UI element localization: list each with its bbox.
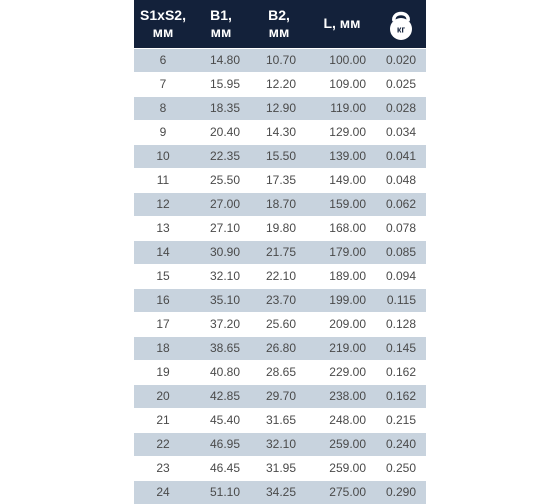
cell-length: 209.00 [308, 312, 376, 336]
cell-size: 16 [134, 288, 192, 312]
cell-size: 11 [134, 168, 192, 192]
cell-size: 19 [134, 360, 192, 384]
table-row [134, 48, 426, 72]
cell-b2: 17.35 [250, 168, 308, 192]
cell-b1: 22.35 [192, 144, 250, 168]
cell-size: 24 [134, 480, 192, 504]
cell-b1: 14.80 [192, 48, 250, 72]
cell-weight: 0.025 [376, 72, 426, 96]
cell-b2: 12.90 [250, 96, 308, 120]
cell-b1: 25.50 [192, 168, 250, 192]
table-row [134, 288, 426, 312]
cell-b1: 37.20 [192, 312, 250, 336]
cell-b1: 42.85 [192, 384, 250, 408]
cell-b2: 14.30 [250, 120, 308, 144]
header-row [134, 0, 426, 48]
table-header [134, 0, 426, 48]
cell-b2: 34.25 [250, 480, 308, 504]
table-row [134, 336, 426, 360]
cell-b2: 26.80 [250, 336, 308, 360]
cell-b2: 23.70 [250, 288, 308, 312]
cell-length: 168.00 [308, 216, 376, 240]
table-row [134, 144, 426, 168]
cell-length: 248.00 [308, 408, 376, 432]
cell-b2: 29.70 [250, 384, 308, 408]
cell-length: 119.00 [308, 96, 376, 120]
cell-b1: 32.10 [192, 264, 250, 288]
cell-length: 275.00 [308, 480, 376, 504]
cell-length: 109.00 [308, 72, 376, 96]
cell-weight: 0.034 [376, 120, 426, 144]
cell-b2: 31.95 [250, 456, 308, 480]
cell-size: 7 [134, 72, 192, 96]
cell-weight: 0.028 [376, 96, 426, 120]
cell-size: 8 [134, 96, 192, 120]
cell-weight: 0.020 [376, 48, 426, 72]
cell-length: 259.00 [308, 456, 376, 480]
cell-b1: 27.10 [192, 216, 250, 240]
table-row [134, 384, 426, 408]
cell-b2: 25.60 [250, 312, 308, 336]
cell-b2: 28.65 [250, 360, 308, 384]
cell-b2: 22.10 [250, 264, 308, 288]
cell-length: 259.00 [308, 432, 376, 456]
header-s1xs2: S1xS2, мм [140, 6, 186, 40]
cell-b1: 35.10 [192, 288, 250, 312]
cell-b1: 30.90 [192, 240, 250, 264]
cell-b1: 18.35 [192, 96, 250, 120]
cell-b1: 15.95 [192, 72, 250, 96]
cell-length: 219.00 [308, 336, 376, 360]
cell-weight: 0.240 [376, 432, 426, 456]
cell-weight: 0.128 [376, 312, 426, 336]
cell-b2: 19.80 [250, 216, 308, 240]
cell-length: 129.00 [308, 120, 376, 144]
cell-size: 17 [134, 312, 192, 336]
cell-weight: 0.115 [376, 288, 426, 312]
cell-weight: 0.094 [376, 264, 426, 288]
cell-weight: 0.162 [376, 384, 426, 408]
cell-size: 15 [134, 264, 192, 288]
header-b2: B2, мм [268, 6, 290, 40]
cell-weight: 0.250 [376, 456, 426, 480]
kettlebell-icon-label: кг [396, 24, 406, 35]
cell-b1: 45.40 [192, 408, 250, 432]
spec-table [134, 0, 426, 504]
cell-b1: 46.95 [192, 432, 250, 456]
table-row [134, 456, 426, 480]
table-row [134, 240, 426, 264]
cell-length: 179.00 [308, 240, 376, 264]
cell-size: 20 [134, 384, 192, 408]
header-b1: B1, мм [210, 6, 232, 40]
header-weight [376, 0, 426, 48]
cell-size: 6 [134, 48, 192, 72]
cell-size: 14 [134, 240, 192, 264]
cell-b2: 12.20 [250, 72, 308, 96]
table-row [134, 216, 426, 240]
table-row [134, 408, 426, 432]
cell-weight: 0.041 [376, 144, 426, 168]
table-row [134, 192, 426, 216]
table-row [134, 480, 426, 504]
cell-b1: 40.80 [192, 360, 250, 384]
cell-length: 189.00 [308, 264, 376, 288]
cell-b2: 18.70 [250, 192, 308, 216]
cell-weight: 0.215 [376, 408, 426, 432]
cell-weight: 0.048 [376, 168, 426, 192]
cell-length: 139.00 [308, 144, 376, 168]
cell-weight: 0.145 [376, 336, 426, 360]
cell-length: 100.00 [308, 48, 376, 72]
cell-length: 159.00 [308, 192, 376, 216]
cell-size: 9 [134, 120, 192, 144]
table-row [134, 120, 426, 144]
cell-size: 23 [134, 456, 192, 480]
cell-b1: 27.00 [192, 192, 250, 216]
table-body [134, 48, 426, 504]
cell-size: 18 [134, 336, 192, 360]
cell-size: 12 [134, 192, 192, 216]
cell-size: 13 [134, 216, 192, 240]
cell-b1: 46.45 [192, 456, 250, 480]
cell-weight: 0.062 [376, 192, 426, 216]
table-row [134, 432, 426, 456]
cell-weight: 0.078 [376, 216, 426, 240]
kettlebell-icon [386, 7, 416, 41]
table-row [134, 264, 426, 288]
table-row [134, 312, 426, 336]
cell-b2: 31.65 [250, 408, 308, 432]
header-l: L, мм [323, 15, 361, 32]
table-row [134, 96, 426, 120]
cell-b2: 15.50 [250, 144, 308, 168]
cell-length: 199.00 [308, 288, 376, 312]
cell-weight: 0.162 [376, 360, 426, 384]
cell-weight: 0.085 [376, 240, 426, 264]
cell-size: 22 [134, 432, 192, 456]
cell-length: 229.00 [308, 360, 376, 384]
cell-b2: 21.75 [250, 240, 308, 264]
cell-b2: 10.70 [250, 48, 308, 72]
cell-length: 149.00 [308, 168, 376, 192]
cell-length: 238.00 [308, 384, 376, 408]
cell-b2: 32.10 [250, 432, 308, 456]
cell-size: 10 [134, 144, 192, 168]
table-row [134, 168, 426, 192]
cell-size: 21 [134, 408, 192, 432]
cell-b1: 20.40 [192, 120, 250, 144]
cell-b1: 38.65 [192, 336, 250, 360]
table-row [134, 360, 426, 384]
table-row [134, 72, 426, 96]
cell-weight: 0.290 [376, 480, 426, 504]
cell-b1: 51.10 [192, 480, 250, 504]
